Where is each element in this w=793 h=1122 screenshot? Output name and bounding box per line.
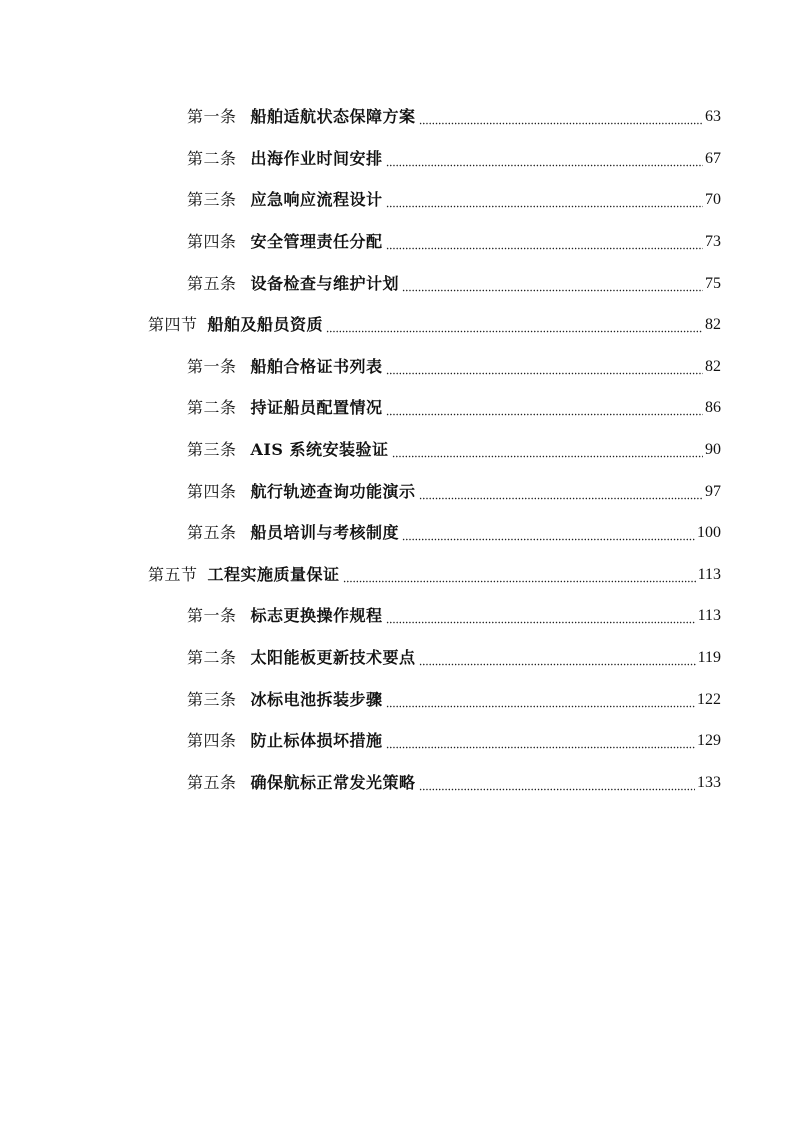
toc-entry[interactable] <box>187 138 721 180</box>
toc-entry-number: 第一条 <box>187 606 237 625</box>
toc-entry-number: 第五条 <box>187 523 237 542</box>
toc-entry-title: 标志更换操作规程 <box>250 606 383 625</box>
toc-entry-title: 确保航标正常发光策略 <box>250 773 416 792</box>
toc-entry-number: 第二条 <box>187 398 237 417</box>
dot-leader <box>386 361 703 375</box>
toc-entry-number: 第二条 <box>187 149 237 168</box>
toc-entry-page: 82 <box>705 358 721 375</box>
dot-leader <box>386 153 703 167</box>
toc-entry-page: 63 <box>705 108 721 125</box>
toc-entry-page: 90 <box>705 441 721 458</box>
toc-entry[interactable] <box>187 637 721 679</box>
toc-entry-number: 第四条 <box>187 232 237 251</box>
dot-leader <box>419 111 703 125</box>
toc-entry-page: 97 <box>705 483 721 500</box>
toc-entry-title: 持证船员配置情况 <box>250 398 383 417</box>
toc-entry[interactable] <box>187 679 721 721</box>
dot-leader <box>402 278 703 292</box>
toc-entry[interactable] <box>187 179 721 221</box>
toc-section-entry[interactable] <box>148 304 721 346</box>
dot-leader <box>386 610 696 624</box>
toc-entry[interactable] <box>187 595 721 637</box>
toc-entry[interactable] <box>187 762 721 804</box>
toc-entry[interactable] <box>187 471 721 513</box>
toc-entry-page: 122 <box>697 691 721 708</box>
dot-leader <box>386 402 703 416</box>
toc-entry-page: 73 <box>705 233 721 250</box>
dot-leader <box>326 319 703 333</box>
toc-entry-title: 防止标体损坏措施 <box>250 731 383 750</box>
toc-entry-page: 82 <box>705 316 721 333</box>
toc-entry-page: 70 <box>705 191 721 208</box>
toc-entry-title: 应急响应流程设计 <box>250 190 383 209</box>
toc-entry-page: 129 <box>697 732 721 749</box>
dot-leader <box>386 735 695 749</box>
dot-leader <box>386 694 695 708</box>
toc-entry-title: AIS 系统安装验证 <box>250 440 389 459</box>
toc-entry-page: 113 <box>697 566 721 583</box>
toc-entry-number: 第五节 <box>148 565 198 584</box>
toc-entry-number: 第五条 <box>187 773 237 792</box>
toc-entry[interactable] <box>187 96 721 138</box>
toc-entry-title: 太阳能板更新技术要点 <box>250 648 416 667</box>
dot-leader <box>402 527 695 541</box>
toc-section-entry[interactable] <box>148 554 721 596</box>
toc-entry-title: 船舶适航状态保障方案 <box>250 107 416 126</box>
toc-entry-number: 第五条 <box>187 274 237 293</box>
dot-leader <box>419 777 695 791</box>
dot-leader <box>392 444 703 458</box>
toc-entry-number: 第三条 <box>187 440 237 459</box>
toc-entry-title: 船员培训与考核制度 <box>250 523 400 542</box>
toc-entry-title: 船舶合格证书列表 <box>250 357 383 376</box>
toc-entry[interactable] <box>187 429 721 471</box>
toc-entry-title: 工程实施质量保证 <box>207 565 340 584</box>
toc-entry-number: 第四条 <box>187 482 237 501</box>
toc-entry-title: 出海作业时间安排 <box>250 149 383 168</box>
toc-entry[interactable] <box>187 346 721 388</box>
toc-entry-page: 75 <box>705 275 721 292</box>
toc-entry-number: 第四节 <box>148 315 198 334</box>
dot-leader <box>386 194 703 208</box>
dot-leader <box>419 652 696 666</box>
toc-entry-page: 86 <box>705 399 721 416</box>
toc-entry-number: 第二条 <box>187 648 237 667</box>
toc-entry-number: 第三条 <box>187 690 237 709</box>
toc-entry-title: 冰标电池拆装步骤 <box>250 690 383 709</box>
dot-leader <box>419 486 703 500</box>
toc-entry[interactable] <box>187 387 721 429</box>
toc-entry-page: 113 <box>697 607 721 624</box>
toc-entry-number: 第三条 <box>187 190 237 209</box>
dot-leader <box>386 236 703 250</box>
toc-entry-page: 119 <box>697 649 721 666</box>
toc-entry-number: 第一条 <box>187 107 237 126</box>
toc-entry-title: 航行轨迹查询功能演示 <box>250 482 416 501</box>
toc-entry-title: 安全管理责任分配 <box>250 232 383 251</box>
toc-entry-title: 设备检查与维护计划 <box>250 274 400 293</box>
toc-entry-page: 100 <box>697 524 721 541</box>
toc-entry[interactable] <box>187 720 721 762</box>
toc-entry-number: 第四条 <box>187 731 237 750</box>
toc-entry[interactable] <box>187 263 721 305</box>
toc-entry-title: 船舶及船员资质 <box>207 315 324 334</box>
dot-leader <box>343 569 696 583</box>
toc-entry-page: 67 <box>705 150 721 167</box>
toc-entry[interactable] <box>187 221 721 263</box>
toc-entry[interactable] <box>187 512 721 554</box>
toc-entry-page: 133 <box>697 774 721 791</box>
toc-entry-number: 第一条 <box>187 357 237 376</box>
